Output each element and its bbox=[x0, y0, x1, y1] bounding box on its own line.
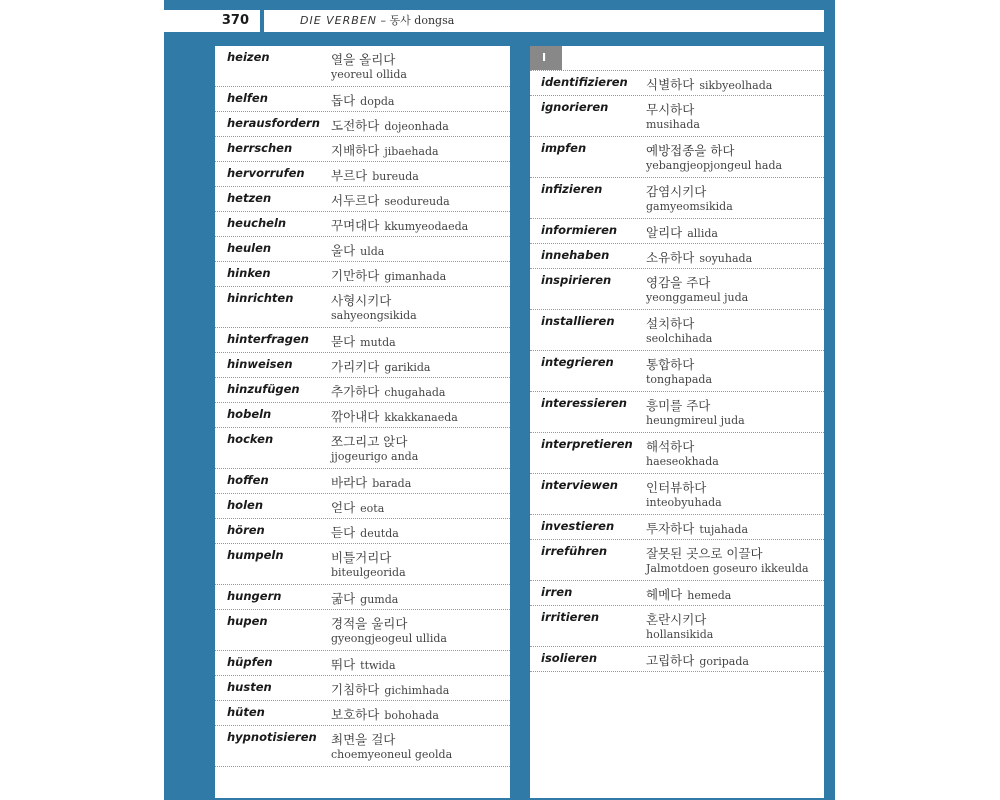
german-verb: irritieren bbox=[541, 610, 600, 624]
vocabulary-entry bbox=[530, 219, 824, 244]
german-verb: hüten bbox=[227, 705, 265, 719]
romanization: kkakkanaeda bbox=[384, 411, 458, 424]
romanization: seodureuda bbox=[384, 195, 450, 208]
vocabulary-entry bbox=[215, 212, 510, 237]
romanization: gyeongjeogeul ullida bbox=[331, 632, 447, 645]
romanization: tujahada bbox=[699, 523, 749, 536]
romanization: inteobyuhada bbox=[646, 496, 722, 509]
german-verb: interviewen bbox=[541, 478, 618, 492]
translation bbox=[646, 395, 745, 428]
german-verb: husten bbox=[227, 680, 272, 694]
korean-translation: 최면을 걸다 bbox=[331, 732, 396, 747]
translation bbox=[331, 140, 439, 159]
vocabulary-entry bbox=[530, 647, 824, 672]
romanization: heungmireul juda bbox=[646, 414, 745, 427]
korean-translation: 돕다 bbox=[331, 93, 356, 108]
section-title bbox=[300, 10, 454, 32]
korean-translation: 보호하다 bbox=[331, 707, 380, 722]
page-header bbox=[164, 10, 824, 32]
vocabulary-entry bbox=[215, 112, 510, 137]
vocabulary-entry bbox=[215, 403, 510, 428]
romanization: chugahada bbox=[384, 386, 446, 399]
korean-translation: 꾸며대다 bbox=[331, 218, 380, 233]
german-verb: infizieren bbox=[541, 182, 603, 196]
korean-translation: 투자하다 bbox=[646, 521, 695, 536]
vocabulary-entry bbox=[530, 137, 824, 178]
vocabulary-entry bbox=[530, 351, 824, 392]
korean-translation: 얻다 bbox=[331, 500, 356, 515]
translation bbox=[331, 588, 398, 607]
german-verb: hungern bbox=[227, 589, 282, 603]
romanization: ulda bbox=[360, 245, 385, 258]
translation bbox=[646, 584, 731, 603]
translation bbox=[646, 354, 712, 387]
romanization: Jalmotdoen goseuro ikkeulda bbox=[646, 562, 809, 575]
romanization: dojeonhada bbox=[384, 120, 449, 133]
vocabulary-entry bbox=[215, 87, 510, 112]
korean-translation: 해석하다 bbox=[646, 439, 695, 454]
romanization: yebangjeopjongeul hada bbox=[646, 159, 783, 172]
translation bbox=[331, 613, 447, 646]
korean-translation: 묻다 bbox=[331, 334, 356, 349]
translation bbox=[331, 497, 384, 516]
romanization: goripada bbox=[699, 655, 749, 668]
right-entry-list bbox=[530, 70, 824, 672]
vocabulary-entry bbox=[215, 237, 510, 262]
vocabulary-entry bbox=[530, 269, 824, 310]
german-verb: herausfordern bbox=[227, 116, 320, 130]
romanization: biteulgeorida bbox=[331, 566, 406, 579]
romanization: haeseokhada bbox=[646, 455, 719, 468]
vocabulary-entry bbox=[530, 392, 824, 433]
korean-translation: 울다 bbox=[331, 243, 356, 258]
korean-translation: 혼란시키다 bbox=[646, 612, 707, 627]
german-verb: hoffen bbox=[227, 473, 269, 487]
translation bbox=[331, 472, 411, 491]
romanization: garikida bbox=[384, 361, 431, 374]
korean-translation: 도전하다 bbox=[331, 118, 380, 133]
korean-translation: 부르다 bbox=[331, 168, 368, 183]
vocabulary-entry bbox=[530, 606, 824, 647]
german-verb: humpeln bbox=[227, 548, 284, 562]
korean-translation: 헤메다 bbox=[646, 587, 683, 602]
german-verb: hocken bbox=[227, 432, 274, 446]
translation bbox=[331, 654, 396, 673]
romanization: soyuhada bbox=[699, 252, 753, 265]
german-verb: investieren bbox=[541, 519, 615, 533]
german-verb: hüpfen bbox=[227, 655, 273, 669]
german-verb: irren bbox=[541, 585, 573, 599]
translation bbox=[331, 190, 450, 209]
german-verb: informieren bbox=[541, 223, 618, 237]
vocabulary-entry bbox=[215, 187, 510, 212]
section-name: DIE VERBEN bbox=[300, 14, 378, 27]
translation bbox=[646, 272, 748, 305]
german-verb: hinterfragen bbox=[227, 332, 309, 346]
translation bbox=[331, 215, 468, 234]
page-number: 370 bbox=[221, 13, 249, 28]
section-romanization: dongsa bbox=[414, 14, 455, 27]
romanization: yeoreul ollida bbox=[331, 68, 407, 81]
vocabulary-entry bbox=[215, 544, 510, 585]
german-verb: interpretieren bbox=[541, 437, 633, 451]
vocabulary-entry bbox=[530, 96, 824, 137]
german-verb: integrieren bbox=[541, 355, 614, 369]
translation bbox=[646, 181, 733, 214]
german-verb: irreführen bbox=[541, 544, 608, 558]
translation bbox=[646, 543, 809, 576]
translation bbox=[646, 436, 719, 469]
romanization: allida bbox=[687, 227, 718, 240]
header-divider bbox=[260, 10, 264, 32]
german-verb: helfen bbox=[227, 91, 268, 105]
translation bbox=[331, 240, 384, 259]
korean-translation: 감염시키다 bbox=[646, 184, 707, 199]
german-verb: hinweisen bbox=[227, 357, 293, 371]
vocabulary-entry bbox=[215, 262, 510, 287]
romanization: kkumyeodaeda bbox=[384, 220, 469, 233]
korean-translation: 알리다 bbox=[646, 225, 683, 240]
translation bbox=[331, 431, 418, 464]
translation bbox=[331, 704, 439, 723]
vocabulary-entry bbox=[215, 137, 510, 162]
romanization: gichimhada bbox=[384, 684, 450, 697]
right-vocabulary-column bbox=[530, 46, 824, 798]
korean-translation: 비틀거리다 bbox=[331, 550, 392, 565]
romanization: jibaehada bbox=[384, 145, 439, 158]
korean-translation: 사형시키다 bbox=[331, 293, 392, 308]
korean-translation: 열을 올리다 bbox=[331, 52, 396, 67]
german-verb: ignorieren bbox=[541, 100, 609, 114]
translation bbox=[646, 650, 749, 669]
vocabulary-entry bbox=[215, 353, 510, 378]
translation bbox=[331, 331, 396, 350]
vocabulary-entry bbox=[530, 71, 824, 96]
vocabulary-entry bbox=[215, 651, 510, 676]
vocabulary-entry bbox=[215, 519, 510, 544]
vocabulary-entry bbox=[530, 474, 824, 515]
korean-translation: 깎아내다 bbox=[331, 409, 380, 424]
romanization: musihada bbox=[646, 118, 700, 131]
german-verb: hinrichten bbox=[227, 291, 294, 305]
translation bbox=[331, 290, 417, 323]
german-verb: hupen bbox=[227, 614, 268, 628]
korean-translation: 가리키다 bbox=[331, 359, 380, 374]
romanization: choemyeoneul geolda bbox=[331, 748, 453, 761]
romanization: bohohada bbox=[384, 709, 439, 722]
korean-translation: 무시하다 bbox=[646, 102, 695, 117]
translation bbox=[331, 547, 406, 580]
korean-translation: 추가하다 bbox=[331, 384, 380, 399]
translation bbox=[331, 522, 399, 541]
german-verb: hypnotisieren bbox=[227, 730, 317, 744]
vocabulary-entry bbox=[215, 46, 510, 87]
german-verb: inspirieren bbox=[541, 273, 612, 287]
vocabulary-entry bbox=[530, 581, 824, 606]
vocabulary-entry bbox=[215, 428, 510, 469]
romanization: gamyeomsikida bbox=[646, 200, 733, 213]
translation bbox=[331, 265, 446, 284]
translation bbox=[331, 356, 430, 375]
translation bbox=[646, 99, 700, 132]
romanization: gimanhada bbox=[384, 270, 447, 283]
letter-tab: I bbox=[530, 46, 562, 70]
vocabulary-entry bbox=[530, 244, 824, 269]
korean-translation: 지배하다 bbox=[331, 143, 380, 158]
translation bbox=[646, 140, 782, 173]
romanization: seolchihada bbox=[646, 332, 713, 345]
german-verb: interessieren bbox=[541, 396, 627, 410]
romanization: hemeda bbox=[687, 589, 732, 602]
romanization: barada bbox=[372, 477, 412, 490]
korean-translation: 듣다 bbox=[331, 525, 356, 540]
romanization: sikbyeolhada bbox=[699, 79, 773, 92]
vocabulary-entry bbox=[530, 310, 824, 351]
korean-translation: 흥미를 주다 bbox=[646, 398, 711, 413]
vocabulary-entry bbox=[215, 610, 510, 651]
german-verb: innehaben bbox=[541, 248, 610, 262]
german-verb: isolieren bbox=[541, 651, 598, 665]
korean-translation: 소유하다 bbox=[646, 250, 695, 265]
german-verb: hinken bbox=[227, 266, 271, 280]
translation bbox=[331, 679, 449, 698]
korean-translation: 기만하다 bbox=[331, 268, 380, 283]
korean-translation: 예방접종을 하다 bbox=[646, 143, 735, 158]
left-vocabulary-column bbox=[215, 46, 510, 798]
korean-translation: 인터뷰하다 bbox=[646, 480, 707, 495]
section-korean: 동사 bbox=[389, 14, 411, 27]
romanization: sahyeongsikida bbox=[331, 309, 417, 322]
german-verb: heulen bbox=[227, 241, 272, 255]
translation bbox=[331, 49, 407, 82]
translation bbox=[331, 381, 445, 400]
german-verb: hervorrufen bbox=[227, 166, 305, 180]
german-verb: hobeln bbox=[227, 407, 272, 421]
german-verb: holen bbox=[227, 498, 264, 512]
translation bbox=[646, 74, 772, 93]
vocabulary-entry bbox=[530, 540, 824, 581]
german-verb: hören bbox=[227, 523, 265, 537]
vocabulary-entry bbox=[215, 328, 510, 353]
romanization: eota bbox=[360, 502, 385, 515]
korean-translation: 서두르다 bbox=[331, 193, 380, 208]
vocabulary-entry bbox=[215, 378, 510, 403]
book-page bbox=[164, 0, 835, 800]
romanization: gumda bbox=[360, 593, 399, 606]
korean-translation: 바라다 bbox=[331, 475, 368, 490]
german-verb: impfen bbox=[541, 141, 587, 155]
vocabulary-entry bbox=[530, 515, 824, 540]
translation bbox=[331, 406, 458, 425]
romanization: tonghapada bbox=[646, 373, 713, 386]
german-verb: hinzufügen bbox=[227, 382, 300, 396]
vocabulary-entry bbox=[530, 433, 824, 474]
translation bbox=[646, 477, 722, 510]
korean-translation: 통합하다 bbox=[646, 357, 695, 372]
romanization: ttwida bbox=[360, 659, 396, 672]
korean-translation: 굶다 bbox=[331, 591, 356, 606]
vocabulary-entry bbox=[215, 162, 510, 187]
german-verb: heucheln bbox=[227, 216, 287, 230]
german-verb: hetzen bbox=[227, 191, 272, 205]
korean-translation: 기침하다 bbox=[331, 682, 380, 697]
vocabulary-entry bbox=[215, 469, 510, 494]
german-verb: identifizieren bbox=[541, 75, 628, 89]
vocabulary-entry bbox=[215, 287, 510, 328]
vocabulary-entry bbox=[215, 494, 510, 519]
romanization: deutda bbox=[360, 527, 399, 540]
korean-translation: 영감을 주다 bbox=[646, 275, 711, 290]
section-dash: – bbox=[377, 14, 390, 27]
translation bbox=[331, 165, 419, 184]
romanization: bureuda bbox=[372, 170, 419, 183]
romanization: yeonggameul juda bbox=[646, 291, 749, 304]
korean-translation: 쪼그리고 앉다 bbox=[331, 434, 408, 449]
romanization: mutda bbox=[360, 336, 396, 349]
korean-translation: 잘못된 곳으로 이끌다 bbox=[646, 546, 763, 561]
korean-translation: 식별하다 bbox=[646, 77, 695, 92]
translation bbox=[646, 247, 752, 266]
german-verb: installieren bbox=[541, 314, 615, 328]
romanization: dopda bbox=[360, 95, 395, 108]
korean-translation: 고립하다 bbox=[646, 653, 695, 668]
translation bbox=[331, 90, 394, 109]
vocabulary-entry bbox=[215, 676, 510, 701]
translation bbox=[646, 222, 718, 241]
romanization: jjogeurigo anda bbox=[331, 450, 419, 463]
german-verb: herrschen bbox=[227, 141, 293, 155]
vocabulary-entry bbox=[215, 726, 510, 767]
vocabulary-entry bbox=[215, 585, 510, 610]
romanization: hollansikida bbox=[646, 628, 714, 641]
translation bbox=[331, 729, 452, 762]
vocabulary-entry bbox=[215, 701, 510, 726]
korean-translation: 설치하다 bbox=[646, 316, 695, 331]
german-verb: heizen bbox=[227, 50, 270, 64]
vocabulary-entry bbox=[530, 178, 824, 219]
korean-translation: 경적을 울리다 bbox=[331, 616, 408, 631]
korean-translation: 뛰다 bbox=[331, 657, 356, 672]
translation bbox=[646, 518, 748, 537]
translation bbox=[646, 609, 713, 642]
translation bbox=[646, 313, 712, 346]
translation bbox=[331, 115, 449, 134]
